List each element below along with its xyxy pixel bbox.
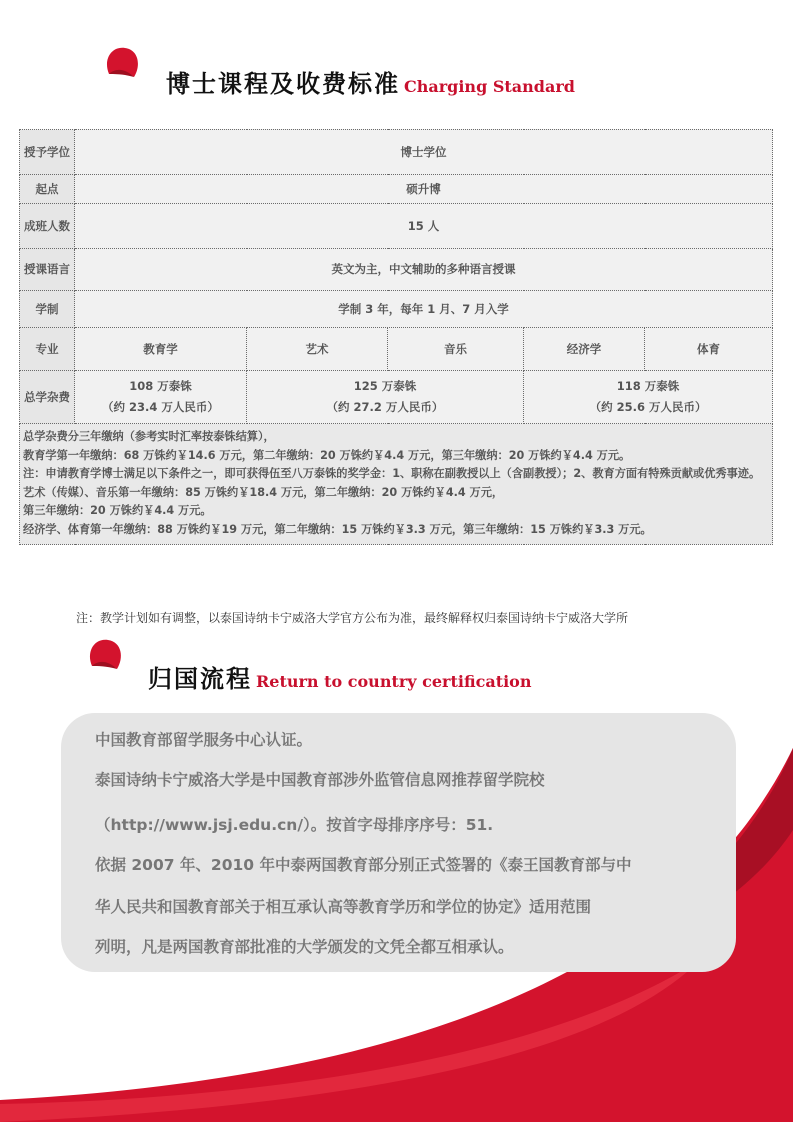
table-row [20,175,773,204]
cert-line: （http://www.jsj.edu.cn/）。按首字母排序序号：51. [95,816,494,834]
section-title-en: Charging Standard [404,77,575,96]
note-line: 第三年缴纳：20 万铢约￥4.4 万元。 [23,504,212,518]
table-row [20,328,773,371]
fee-table [19,129,773,545]
section-title-cn: 博士课程及收费标准 [166,69,400,98]
footnote: 注：教学计划如有调整，以泰国诗纳卡宁威洛大学官方公布为准，最终解释权归泰国诗纳卡宁威洛大学所 [76,611,629,625]
cert-line: 列明，凡是两国教育部批准的大学颁发的文凭全都互相承认。 [95,938,514,956]
section-title-return [148,659,531,694]
table-row [20,204,773,249]
fee-art-music [247,371,524,424]
degree-value: 博士学位 [75,130,773,175]
note-line: 注：申请教育学博士满足以下条件之一，即可获得伍至八万泰铢的奖学金：1、职称在副教授以上（含副教授）；2、教育方面有特殊贡献或优秀事迹。 [23,467,761,481]
major-sports: 体育 [645,328,773,371]
note-line: 经济学、体育第一年缴纳：88 万铢约￥19 万元，第二年缴纳：15 万铢约￥3.3 万元，第三年缴纳：15 万铢约￥3.3 万元。 [23,522,652,536]
table-row [20,130,773,175]
row-label-class-size: 成班人数 [20,204,75,249]
row-label-duration: 学制 [20,291,75,328]
row-label-degree: 授予学位 [20,130,75,175]
fee-education [75,371,247,424]
row-label-start: 起点 [20,175,75,204]
table-row [20,424,773,545]
class-size-value: 15 人 [75,204,773,249]
certification-panel [61,713,736,972]
table-row [20,249,773,291]
section-title-fees [166,64,575,99]
row-label-language: 授课语言 [20,249,75,291]
cert-line: 华人民共和国教育部关于相互承认高等教育学历和学位的协定》适用范围 [95,898,592,916]
payment-notes [20,424,773,545]
section-title-cn: 归国流程 [148,664,252,693]
table-row [20,371,773,424]
fee-thb: 125 万泰铢 [353,379,417,393]
row-label-fees: 总学杂费 [20,371,75,424]
row-label-majors: 专业 [20,328,75,371]
major-economics: 经济学 [524,328,645,371]
fee-thb: 108 万泰铢 [129,379,192,393]
fee-rmb: （约 23.4 万人民币） [102,400,219,414]
major-music: 音乐 [388,328,524,371]
major-education: 教育学 [75,328,247,371]
major-art: 艺术 [247,328,388,371]
section-title-en: Return to country certification [256,672,532,691]
fee-economics-sports [524,371,773,424]
note-line: 教育学第一年缴纳：68 万铢约￥14.6 万元，第二年缴纳：20 万铢约￥4.4 万元，第三年缴纳：20 万铢约￥4.4 万元。 [23,448,631,462]
note-line: 总学杂费分三年缴纳（参考实时汇率按泰铢结算）， [23,430,275,443]
red-petal-icon [101,44,143,80]
duration-value: 学制 3 年，每年 1 月、7 月入学 [75,291,773,328]
cert-line: 泰国诗纳卡宁威洛大学是中国教育部涉外监管信息网推荐留学院校 [95,771,545,789]
note-line: 艺术（传媒）、音乐第一年缴纳：85 万铢约￥18.4 万元，第二年缴纳：20 万铢约￥4.4 万元， [23,485,504,499]
fee-rmb: （约 25.6 万人民币） [589,400,707,414]
fee-rmb: （约 27.2 万人民币） [326,400,444,414]
language-value: 英文为主，中文辅助的多种语言授课 [75,249,773,291]
start-value: 硕升博 [75,175,773,204]
table-row [20,291,773,328]
cert-line: 依据 2007 年、2010 年中泰两国教育部分别正式签署的《泰王国教育部与中 [95,856,632,874]
cert-line: 中国教育部留学服务中心认证。 [95,731,313,749]
red-petal-icon [84,636,126,672]
fee-thb: 118 万泰铢 [616,379,680,393]
